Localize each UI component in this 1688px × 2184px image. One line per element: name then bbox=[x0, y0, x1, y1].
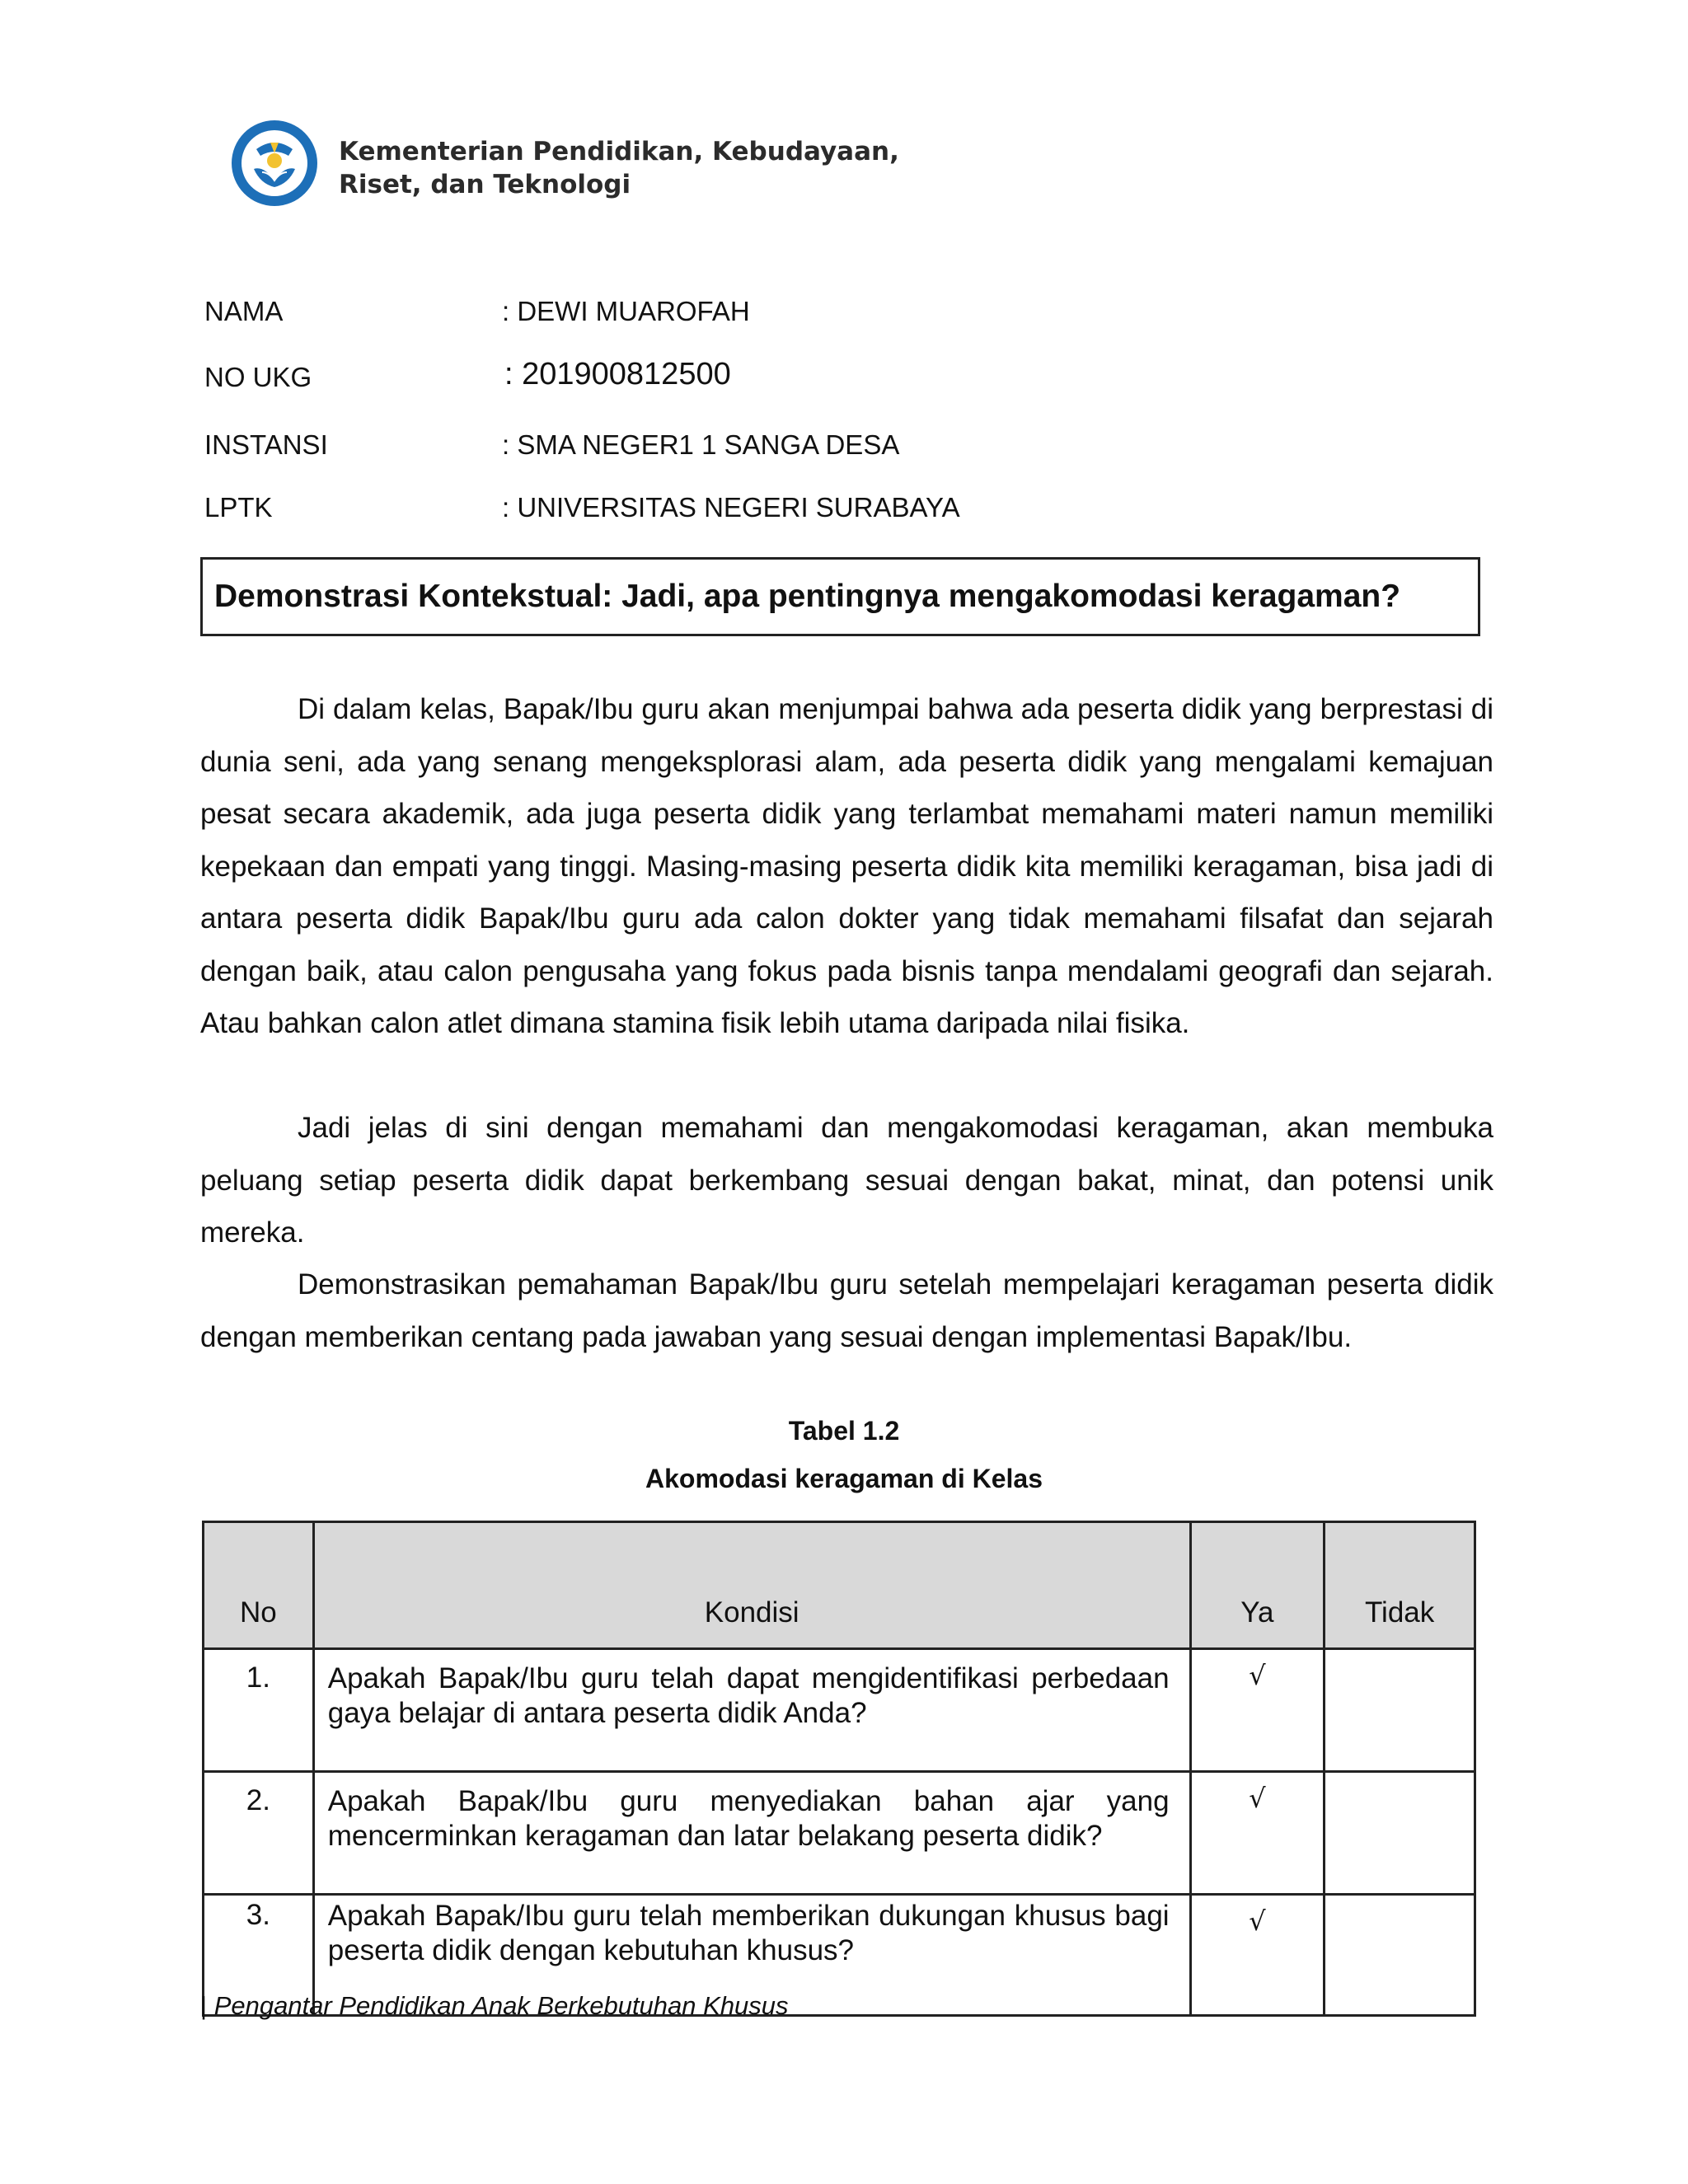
ya-check-mark[interactable]: √ bbox=[1190, 1772, 1325, 1895]
footer-separator: | bbox=[200, 1991, 208, 2020]
lptk-value: : UNIVERSITAS NEGERI SURABAYA bbox=[502, 492, 960, 523]
ya-check-mark[interactable]: √ bbox=[1190, 1649, 1325, 1772]
tidak-cell[interactable] bbox=[1325, 1772, 1475, 1895]
row-no: 1. bbox=[204, 1649, 314, 1772]
table-caption-number: Tabel 1.2 bbox=[788, 1416, 900, 1446]
instansi-label: INSTANSI bbox=[204, 429, 328, 460]
paragraph-1: Di dalam kelas, Bapak/Ibu guru akan menjumpai bahwa ada peserta didik yang berprestasi di dunia seni, ada yang senang mengeksplorasi alam, ada peserta didik yang mengalami kemajuan pesat secara akademik, ada juga peserta didik yang terlambat memahami materi namun memiliki kepekaan dan empati yang tinggi. Masing-masing peserta didik kita memiliki keragaman, bisa jadi di antara peserta didik Bapak/Ibu guru ada calon dokter yang tidak memahami filsafat dan sejarah dengan baik, atau calon pengusaha yang fokus pada bisnis tanpa mendalami geografi dan sejarah. Atau bahkan calon atlet dimana stamina fisik lebih utama daripada nilai fisika. bbox=[200, 693, 1493, 1039]
tut-wuri-handayani-logo bbox=[229, 118, 320, 209]
instansi-value: : SMA NEGER1 1 SANGA DESA bbox=[502, 429, 900, 460]
row-kondisi: Apakah Bapak/Ibu guru menyediakan bahan ajar yang mencerminkan keragaman dan latar belakang peserta didik? bbox=[313, 1772, 1190, 1895]
ministry-line-2: Riset, dan Teknologi bbox=[339, 170, 631, 199]
lptk-label: LPTK bbox=[204, 492, 273, 523]
footer-text: Pengantar Pendidikan Anak Berkebutuhan Khusus bbox=[213, 1991, 789, 2020]
table-header-row bbox=[204, 1522, 1475, 1649]
row-no: 2. bbox=[204, 1772, 314, 1895]
paragraph-2: Jadi jelas di sini dengan memahami dan mengakomodasi keragaman, akan membuka peluang setiap peserta didik dapat berkembang sesuai dengan bakat, minat, dan potensi unik mereka. bbox=[200, 1112, 1493, 1249]
nama-value: : DEWI MUAROFAH bbox=[502, 296, 750, 326]
table-row bbox=[204, 1649, 1475, 1772]
row-kondisi: Apakah Bapak/Ibu guru telah dapat mengidentifikasi perbedaan gaya belajar di antara peserta didik Anda? bbox=[313, 1649, 1190, 1772]
row-kondisi: Apakah Bapak/Ibu guru telah memberikan dukungan khusus bagi peserta didik dengan kebutuhan khusus? bbox=[313, 1895, 1190, 2016]
paragraph-3: Demonstrasikan pemahaman Bapak/Ibu guru setelah mempelajari keragaman peserta didik dengan memberikan centang pada jawaban yang sesuai dengan implementasi Bapak/Ibu. bbox=[200, 1268, 1493, 1353]
header-ya: Ya bbox=[1190, 1522, 1325, 1649]
header-no: No bbox=[204, 1522, 314, 1649]
no-ukg-label: NO UKG bbox=[204, 362, 312, 392]
tidak-cell[interactable] bbox=[1325, 1649, 1475, 1772]
header-tidak: Tidak bbox=[1325, 1522, 1475, 1649]
table-row bbox=[204, 1772, 1475, 1895]
ministry-name bbox=[339, 135, 899, 201]
tidak-cell[interactable] bbox=[1325, 1895, 1475, 2016]
section-title: Demonstrasi Kontekstual: Jadi, apa pentingnya mengakomodasi keragaman? bbox=[200, 557, 1480, 636]
row-no: 3. bbox=[204, 1895, 314, 2016]
table-caption-title: Akomodasi keragaman di Kelas bbox=[645, 1464, 1043, 1493]
header-kondisi: Kondisi bbox=[313, 1522, 1190, 1649]
ya-check-mark[interactable]: √ bbox=[1190, 1895, 1325, 2016]
page-footer bbox=[200, 1991, 789, 2021]
kondisi-table bbox=[202, 1521, 1476, 2017]
no-ukg-value: : 201900812500 bbox=[504, 357, 731, 391]
nama-label: NAMA bbox=[204, 296, 284, 326]
ministry-line-1: Kementerian Pendidikan, Kebudayaan, bbox=[339, 137, 899, 166]
